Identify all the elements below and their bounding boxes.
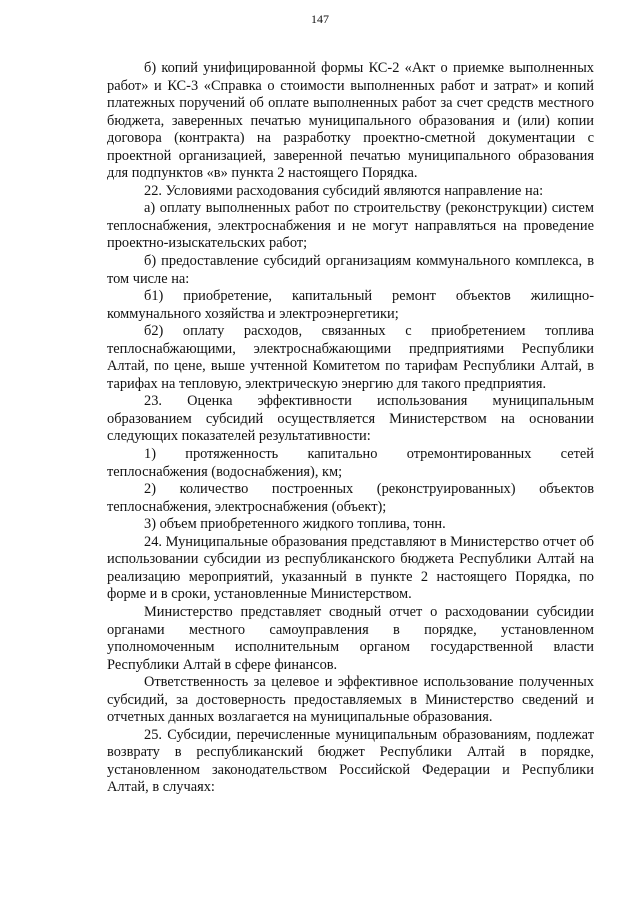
document-body <box>107 60 594 797</box>
paragraph-b-subsidies: б) предоставление субсидий организациям коммунального комплекса, в том числе на: <box>107 253 594 287</box>
page-number: 147 <box>311 12 329 26</box>
paragraph-responsibility: Ответственность за целевое и эффективное использование полученных субсидий, за достоверность предоставляемых в Министерство сведений и отчетных данных возлагается на муниципальные образования. <box>107 674 594 726</box>
paragraph-b2-fuel-costs: б2) оплату расходов, связанных с приобретением топлива теплоснабжающими, электроснабжающими предприятиями Республики Алтай, по цене, выше учтенной Комитетом по тарифам Республики Алтай, в тарифах на тепловую, электрическую энергию для такого предприятия. <box>107 323 594 392</box>
paragraph-b1-acquisition: б1) приобретение, капитальный ремонт объектов жилищно-коммунального хозяйства и электроэнергетики; <box>107 288 594 322</box>
paragraph-ministry-summary: Министерство представляет сводный отчет о расходовании субсидии органами местного самоуправления в порядке, установленном уполномоченным исполнительным органом государственной власти Республики Алтай в сфере финансов. <box>107 603 594 673</box>
paragraph-b-copies: б) копий унифицированной формы КС-2 «Акт о приемке выполненных работ» и КС-3 «Справка о стоимости выполненных работ и затрат» и копий платежных поручений об оплате выполненных работ за счет средств местного бюджета, заверенных печатью муниципального образования и (или) копии договора (контракта) на разработку проектно-сметной документации с проектной организацией, заверенной печатью муниципального образования для подпунктов «в» пункта 2 настоящего Порядка. <box>107 60 594 182</box>
paragraph-a-payment: а) оплату выполненных работ по строительству (реконструкции) систем теплоснабжения, электроснабжения и не могут направляться на проведение проектно-изыскательских работ; <box>107 200 594 252</box>
paragraph-indicator-2: 2) количество построенных (реконструированных) объектов теплоснабжения, электроснабжения (объект); <box>107 481 594 515</box>
paragraph-25-refund: 25. Субсидии, перечисленные муниципальным образованиям, подлежат возврату в республиканский бюджет Республики Алтай в порядке, установленном законодательством Российской Федерации и Республики Алтай, в случаях: <box>107 726 594 796</box>
paragraph-24-report: 24. Муниципальные образования представляют в Министерство отчет об использовании субсидии из республиканского бюджета Республики Алтай на реализацию мероприятий, указанный в пункте 2 настоящего Порядка, по форме и в сроки, установленные Министерством. <box>107 533 594 603</box>
paragraph-indicator-1: 1) протяженность капитально отремонтированных сетей теплоснабжения (водоснабжения), км; <box>107 446 594 480</box>
paragraph-indicator-3: 3) объем приобретенного жидкого топлива, тонн. <box>144 516 446 533</box>
paragraph-22-conditions: 22. Условиями расходования субсидий являются направление на: <box>144 182 544 199</box>
paragraph-23-evaluation: 23. Оценка эффективности использования муниципальным образованием субсидий осуществляется Министерством на основании следующих показателей результативности: <box>107 393 594 445</box>
